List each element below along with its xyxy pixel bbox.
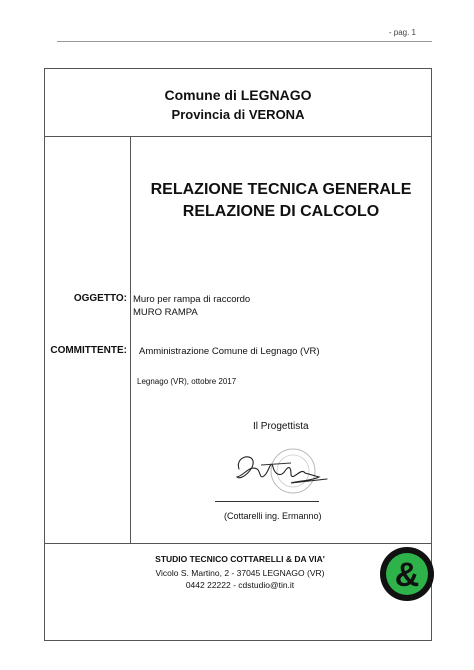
comune-title: Comune di LEGNAGO bbox=[164, 87, 312, 103]
divider-bottom bbox=[45, 543, 431, 544]
place-date: Legnago (VR), ottobre 2017 bbox=[137, 377, 237, 386]
page-number: - pag. 1 bbox=[388, 28, 416, 37]
progettista-label: Il Progettista bbox=[253, 421, 309, 432]
oggetto-line1: Muro per rampa di raccordo bbox=[133, 294, 251, 305]
studio-logo bbox=[379, 545, 435, 603]
signature-stamp bbox=[231, 447, 331, 497]
studio-name: STUDIO TECNICO COTTARELLI & DA VIA' bbox=[155, 554, 325, 564]
divider-top bbox=[45, 136, 431, 137]
document-title-line2: RELAZIONE DI CALCOLO bbox=[182, 203, 380, 220]
studio-contact: 0442 22222 - cdstudio@tin.it bbox=[185, 580, 295, 590]
studio-address: Vicolo S. Martino, 2 - 37045 LEGNAGO (VR) bbox=[155, 568, 325, 578]
committente-label: COMMITTENTE: bbox=[50, 345, 127, 356]
signature-line bbox=[215, 501, 319, 502]
oggetto-line2: MURO RAMPA bbox=[133, 307, 198, 318]
document-title-line1: RELAZIONE TECNICA GENERALE bbox=[150, 181, 412, 198]
committente-value: Amministrazione Comune di Legnago (VR) bbox=[139, 346, 320, 357]
oggetto-label: OGGETTO: bbox=[73, 293, 127, 304]
header-rule bbox=[57, 41, 432, 42]
cover-frame bbox=[44, 68, 432, 641]
signatory-name: (Cottarelli ing. Ermanno) bbox=[224, 511, 322, 521]
provincia-title: Provincia di VERONA bbox=[171, 107, 305, 122]
logo-symbol: & bbox=[394, 556, 420, 594]
studio-info bbox=[135, 554, 345, 591]
